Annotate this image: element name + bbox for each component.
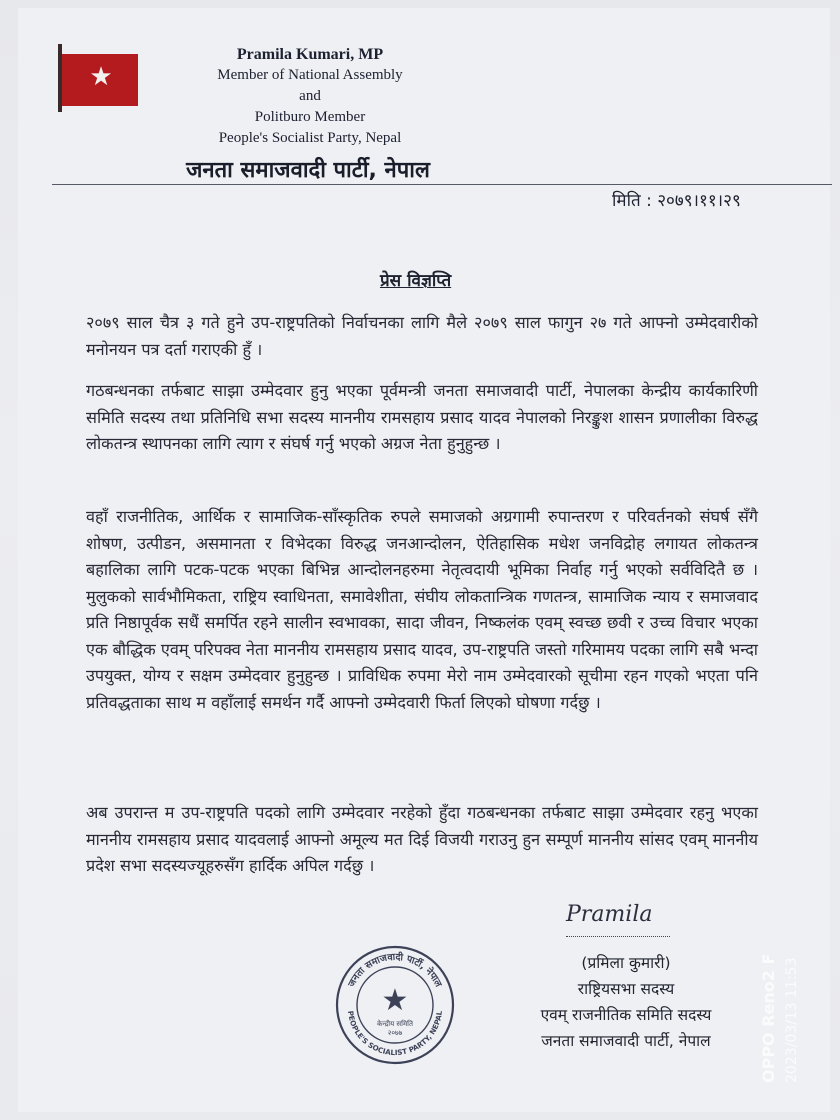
header-divider [52, 184, 832, 185]
stamp-year: २०७७ [387, 1029, 403, 1037]
stamp-center-text: केन्द्रीय समिति [377, 1020, 413, 1028]
body-paragraph: गठबन्धनका तर्फबाट साझा उम्मेदवार हुनु भएका पूर्वमन्त्री जनता समाजवादी पार्टी, नेपालका केन्द्रीय कार्यकारिणी समिति सदस्य तथा प्रतिनिधि सभा सदस्य माननीय रामसहाय प्रसाद यादव नेपालको निरङ्कुश शासन प्रणालीका विरुद्ध लोकतन्त्र स्थापनका लागि त्याग र संघर्ष गर्नु भएको अग्रज नेता हुनुहुन्छ । [86, 381, 758, 453]
letterhead-line: Member of National Assembly [217, 67, 403, 83]
handwritten-signature: Pramila [566, 902, 653, 927]
stamp-star-icon: ★ [381, 983, 409, 1018]
star-icon: ★ [89, 62, 113, 92]
mp-name: Pramila Kumari, MP [236, 46, 384, 63]
document-date: मिति : २०७९।११।२९ [612, 191, 741, 211]
watermark-device: OPPO Reno2 F [759, 953, 778, 1083]
body-paragraph: २०७९ साल चैत्र ३ गते हुने उप-राष्ट्रपतिको निर्वाचनका लागि मैले २०७९ साल फागुन २७ गते आफ्नो उम्मेदवारीको मनोनयन पत्र दर्ता गराएकी हुँ । [86, 313, 758, 359]
signatory-name: (प्रमिला कुमारी) [581, 954, 671, 972]
stamp-top-text: जनता समाजवादी पार्टी, नेपाल [346, 951, 444, 989]
signatory-title: राष्ट्रियसभा सदस्य [577, 980, 675, 998]
signatory-block [496, 950, 756, 1054]
body-paragraph: वहाँ राजनीतिक, आर्थिक र सामाजिक-साँस्कृतिक रुपले समाजको अग्रगामी रुपान्तरण र परिवर्तनको संघर्ष सँगै शोषण, उत्पीडन, असमानता र विभेदका विरुद्ध जनआन्दोलन, ऐतिहासिक मधेश जनविद्रोह लगायत लोकतन्त्र बहालिका लागि पटक-पटक भएका बिभिन्न आन्दोलनहरुमा नेतृत्वदायी भूमिका निर्वाह गर्नु भएको सर्वविदितै छ । मुलुकको सार्वभौमिकता, राष्ट्रिय स्वाधिनता, समावेशीता, संघीय लोकतान्त्रिक गणतन्त्र, सामाजिक न्याय र समाजवाद प्रति निष्ठापूर्वक सधैं समर्पित रहने सालीन स्वभावका, सादा जीवन, निष्कलंक एवम् स्वच्छ छवी र उच्च विचार भएका एक बौद्धिक एवम् परिपक्व नेता माननीय रामसहाय प्रसाद यादव, उप-राष्ट्रपति जस्तो गरिमामय पदका लागि सबै भन्दा उपयुक्त, योग्य र सक्षम उम्मेदवार हुनुहुन्छ । प्राविधिक रुपमा मेरो नाम उम्मेदवारको सूचीमा रहन गएको भएता पनि प्रतिवद्धताका साथ म वहाँलाई समर्थन गर्दै आफ्नो उम्मेदवारी फिर्ता लिएको घोषणा गर्दछु । [86, 507, 758, 712]
party-stamp [334, 944, 456, 1066]
signatory-title: जनता समाजवादी पार्टी, नेपाल [541, 1032, 711, 1050]
party-name-nepali: जनता समाजवादी पार्टी, नेपाल [186, 158, 430, 183]
signature-line [566, 936, 670, 937]
stamp-bottom-text: PEOPLE'S SOCIALIST PARTY, NEPAL [346, 1010, 444, 1058]
letterhead [180, 44, 440, 149]
watermark-timestamp: 2023/03/13 11:53 [784, 957, 800, 1083]
letterhead-line: and [299, 88, 321, 104]
document-heading: प्रेस विज्ञप्ति [380, 271, 452, 291]
letterhead-line: People's Socialist Party, Nepal [218, 130, 402, 146]
letterhead-line: Politburo Member [254, 109, 366, 125]
camera-watermark [744, 905, 804, 1085]
signatory-title: एवम् राजनीतिक समिति सदस्य [540, 1006, 712, 1024]
body-paragraph: अब उपरान्त म उप-राष्ट्रपति पदको लागि उम्मेदवार नरहेको हुँदा गठबन्धनका तर्फबाट साझा उम्मेदवार रहनु भएका माननीय रामसहाय प्रसाद यादवलाई आफ्नो अमूल्य मत दिई विजयी गराउनु हुन सम्पूर्ण माननीय सांसद एवम् माननीय प्रदेश सभा सदस्यज्यूहरुसँग हार्दिक अपिल गर्दछु । [86, 803, 758, 875]
